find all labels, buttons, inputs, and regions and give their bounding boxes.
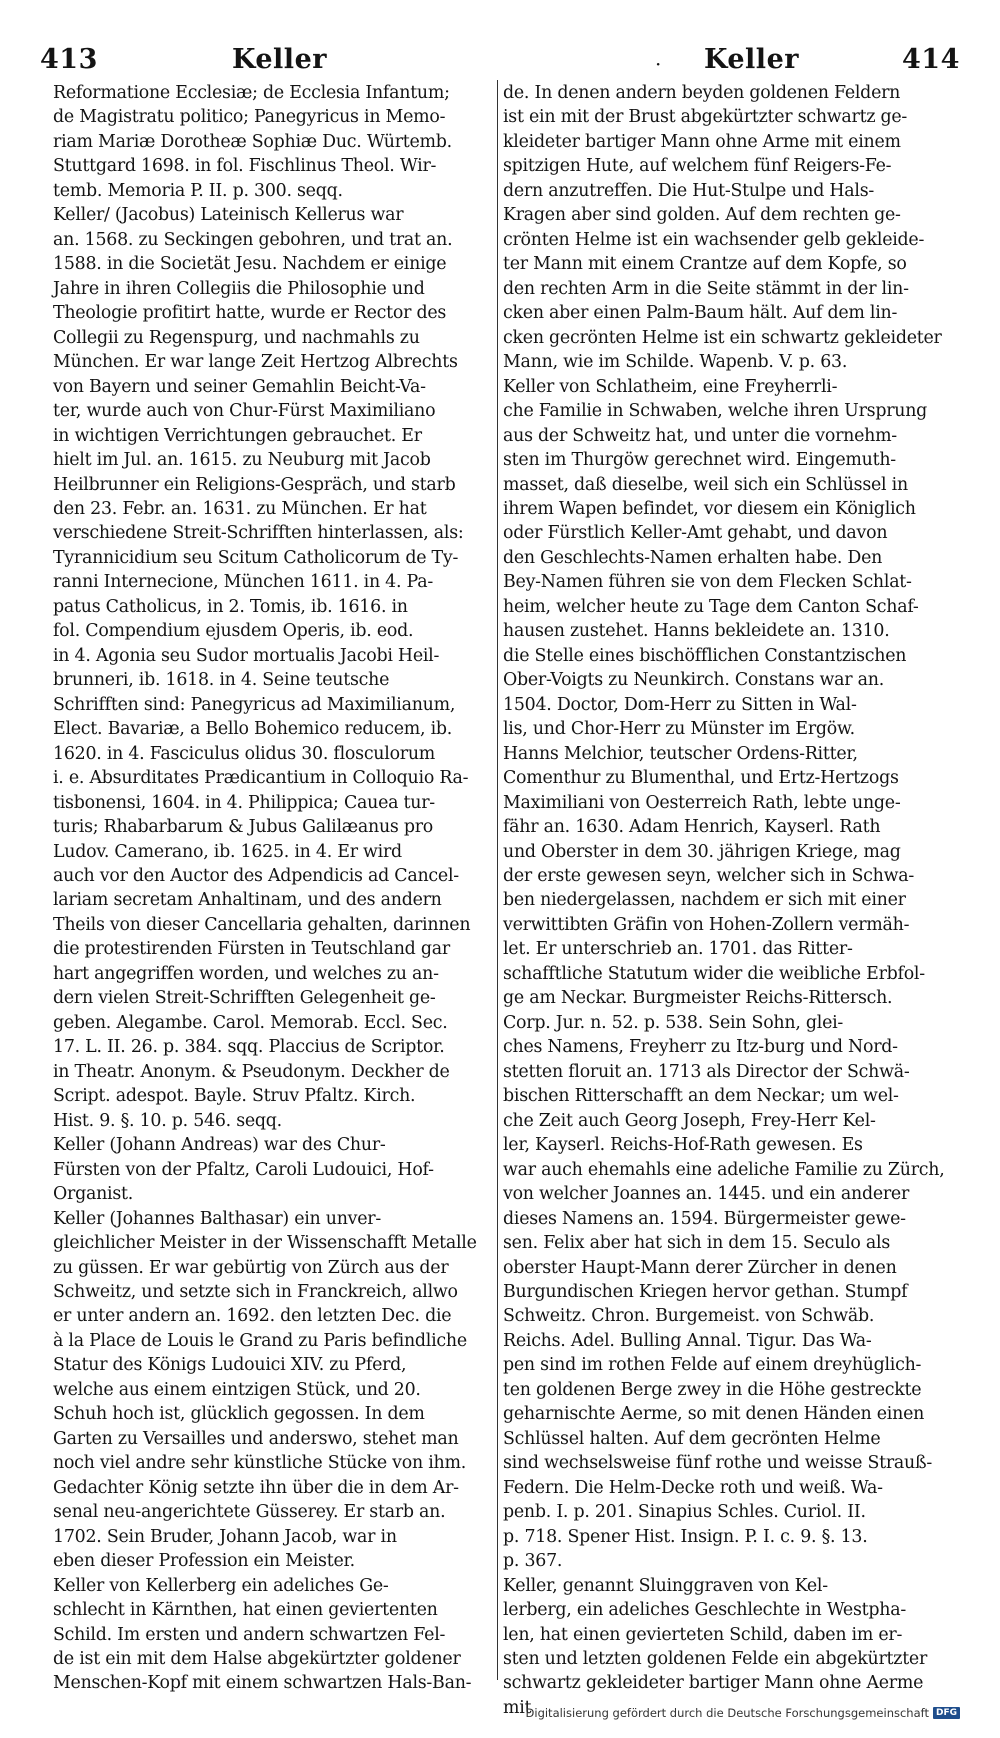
text-line: pen sind im rothen Felde auf einem dreyhüglich- bbox=[503, 1355, 922, 1376]
text-line: ge am Neckar. Burgmeister Reichs-Rittersch. bbox=[503, 988, 893, 1009]
text-line: Statur des Königs Ludouici XIV. zu Pferd, bbox=[53, 1355, 407, 1376]
text-line: den rechten Arm in die Seite stämmt in der lin- bbox=[503, 278, 909, 299]
text-line: verwittibten Gräfin von Hohen-Zollern vermäh- bbox=[503, 914, 910, 935]
text-line: noch viel andre sehr künstliche Stücke von ihm. bbox=[53, 1453, 466, 1474]
text-line: Keller von Kellerberg ein adeliches Ge- bbox=[53, 1575, 389, 1596]
text-line: sind wechselsweise fünf rothe und weisse Strauß- bbox=[503, 1453, 932, 1474]
text-line: lis, und Chor-Herr zu Münster im Ergöw. bbox=[503, 719, 855, 740]
text-line: Stuttgard 1698. in fol. Fischlinus Theol. Wir- bbox=[53, 156, 437, 177]
text-line: de Magistratu politico; Panegyricus in Memo- bbox=[53, 107, 446, 128]
text-line: fähr an. 1630. Adam Henrich, Kayserl. Rath bbox=[503, 817, 881, 838]
text-line: Federn. Die Helm-Decke roth und weiß. Wa- bbox=[503, 1477, 883, 1498]
text-line: oberster Haupt-Mann derer Zürcher in denen bbox=[503, 1257, 897, 1278]
text-line: ten goldenen Berge zwey in die Höhe gestreckte bbox=[503, 1379, 922, 1400]
text-line: p. 367. bbox=[503, 1551, 563, 1572]
text-line: der erste gewesen seyn, welcher sich in Schwa- bbox=[503, 866, 914, 886]
text-line: che Familie in Schwaben, welche ihren Ursprung bbox=[503, 401, 928, 422]
text-line: Maximiliani von Oesterreich Rath, lebte unge- bbox=[503, 792, 901, 813]
text-line: hausen zustehet. Hanns bekleidete an. 1310. bbox=[503, 621, 890, 642]
text-line: war auch ehemahls eine adeliche Familie zu Zürch, bbox=[503, 1159, 945, 1180]
text-line: Keller/ (Jacobus) Lateinisch Kellerus war bbox=[53, 205, 404, 226]
text-line: Comenthur zu Blumenthal, und Ertz-Hertzogs bbox=[503, 768, 899, 789]
text-line: schafftliche Statutum wider die weibliche Erbfol- bbox=[503, 963, 925, 984]
text-line: sten im Thurgöw gerechnet wird. Eingemuth- bbox=[503, 450, 896, 471]
text-line: Burgundischen Kriegen hervor gethan. Stumpf bbox=[503, 1281, 908, 1302]
text-line: Bey-Namen führen sie von dem Flecken Schlat- bbox=[503, 572, 912, 593]
text-line: Elect. Bavariæ, a Bello Bohemico reducem, ib. bbox=[53, 719, 453, 740]
text-line: let. Er unterschrieb an. 1701. das Ritter- bbox=[503, 939, 853, 960]
text-line: Reichs. Adel. Bulling Annal. Tigur. Das Wa- bbox=[503, 1330, 872, 1351]
text-line: lariam secretam Anhaltinam, und des andern bbox=[53, 890, 442, 911]
text-line: temb. Memoria P. II. p. 300. seqq. bbox=[53, 180, 343, 201]
text-line: Keller (Johann Andreas) war des Chur- bbox=[53, 1135, 386, 1156]
text-line: bischen Ritterschafft an dem Neckar; um wel- bbox=[503, 1086, 899, 1107]
text-line: che Zeit auch Georg Joseph, Frey-Herr Kel- bbox=[503, 1110, 876, 1131]
text-line: 1620. in 4. Fasciculus olidus 30. flosculorum bbox=[53, 743, 436, 764]
text-line: 1504. Doctor, Dom-Herr zu Sitten in Wal- bbox=[503, 694, 857, 715]
text-line: fol. Compendium ejusdem Operis, ib. eod. bbox=[53, 621, 414, 642]
left-column bbox=[53, 81, 494, 1694]
text-line: ben niedergelassen, nachdem er sich mit einer bbox=[503, 890, 906, 911]
text-line: riam Mariæ Dorotheæ Sophiæ Duc. Würtemb. bbox=[53, 131, 452, 152]
text-line: ihrem Wapen befindet, vor diesem ein Königlich bbox=[503, 498, 916, 519]
text-line: den Geschlechts-Namen erhalten habe. Den bbox=[503, 547, 883, 568]
text-line: Mann, wie im Schilde. Wapenb. V. p. 63. bbox=[503, 352, 848, 373]
text-line: mit bbox=[503, 1697, 532, 1718]
text-line: in 4. Agonia seu Sudor mortualis Jacobi Heil- bbox=[53, 645, 440, 666]
text-line: geben. Alegambe. Carol. Memorab. Eccl. Sec. bbox=[53, 1012, 448, 1033]
text-line: Kragen aber sind golden. Auf dem rechten ge- bbox=[503, 205, 901, 226]
text-line: und Oberster in dem 30. jährigen Kriege, mag bbox=[503, 841, 901, 862]
text-line: von Bayern und seiner Gemahlin Beicht-Va- bbox=[53, 376, 426, 397]
text-line: dern anzutreffen. Die Hut-Stulpe und Hals- bbox=[503, 180, 875, 201]
text-line: Schild. Im ersten und andern schwartzen Fel- bbox=[53, 1624, 446, 1645]
text-line: patus Catholicus, in 2. Tomis, ib. 1616. in bbox=[53, 596, 408, 617]
text-line: Hist. 9. §. 10. p. 546. seqq. bbox=[53, 1110, 282, 1131]
text-line: München. Er war lange Zeit Hertzog Albrechts bbox=[53, 352, 458, 373]
text-line: verschiedene Streit-Schrifften hinterlassen, als: bbox=[53, 523, 464, 544]
text-line: dern vielen Streit-Schrifften Gelegenheit ge- bbox=[53, 988, 436, 1009]
text-line: crönten Helme ist ein wachsender gelb gekleide- bbox=[503, 229, 925, 250]
text-line: p. 718. Spener Hist. Insign. P. I. c. 9. §. 13. bbox=[503, 1526, 868, 1547]
text-line: hart angegriffen worden, und welches zu an- bbox=[53, 963, 439, 984]
text-line: sten und letzten goldenen Felde ein abgekürtzter bbox=[503, 1649, 928, 1669]
text-line: 1702. Sein Bruder, Johann Jacob, war in bbox=[53, 1526, 397, 1547]
text-line: Keller, genannt Sluinggraven von Kel- bbox=[503, 1575, 828, 1596]
footer bbox=[526, 1706, 960, 1720]
text-line: hielt im Jul. an. 1615. zu Neuburg mit Jacob bbox=[53, 450, 431, 471]
text-line: Ober-Voigts zu Neunkirch. Constans war an. bbox=[503, 670, 884, 691]
text-line: 1588. in die Societät Jesu. Nachdem er einige bbox=[53, 254, 447, 275]
text-line: cken gecrönten Helme ist ein schwartz gekleideter bbox=[503, 327, 942, 348]
text-line: Corp. Jur. n. 52. p. 538. Sein Sohn, glei- bbox=[503, 1012, 844, 1033]
text-line: de ist ein mit dem Halse abgekürtzter goldener bbox=[53, 1649, 461, 1669]
text-line: gleichlicher Meister in der Wissenschafft Metalle bbox=[53, 1233, 477, 1254]
text-line: er unter andern an. 1692. den letzten Dec. die bbox=[53, 1306, 452, 1327]
text-line: Reformatione Ecclesiæ; de Ecclesia Infantum; bbox=[53, 83, 450, 103]
text-line: oder Fürstlich Keller-Amt gehabt, und davon bbox=[503, 523, 888, 544]
text-line: zu güssen. Er war gebürtig von Zürch aus der bbox=[53, 1257, 449, 1278]
text-line: Heilbrunner ein Religions-Gespräch, und starb bbox=[53, 474, 456, 495]
text-line: den 23. Febr. an. 1631. zu München. Er hat bbox=[53, 498, 427, 519]
text-line: geharnischte Aerme, so mit denen Händen einen bbox=[503, 1404, 925, 1425]
text-line: Keller von Schlatheim, eine Freyherrli- bbox=[503, 376, 838, 397]
text-line: in wichtigen Verrichtungen gebrauchet. Er bbox=[53, 425, 422, 446]
text-line: Script. adespot. Bayle. Struv Pfaltz. Kirch. bbox=[53, 1086, 416, 1107]
text-line: Gedachter König setzte ihn über die in dem Ar- bbox=[53, 1477, 459, 1498]
text-line: à la Place de Louis le Grand zu Paris befindliche bbox=[53, 1330, 467, 1351]
text-line: ranni Internecione, München 1611. in 4. Pa- bbox=[53, 572, 433, 593]
text-line: Hanns Melchior, teutscher Ordens-Ritter, bbox=[503, 743, 858, 764]
text-line: Theils von dieser Cancellaria gehalten, darinnen bbox=[53, 914, 471, 935]
text-line: Fürsten von der Pfaltz, Caroli Ludouici, Hof- bbox=[53, 1159, 434, 1180]
text-line: Schweitz, und setzte sich in Franckreich, allwo bbox=[53, 1281, 458, 1302]
text-line: Theologie profitirt hatte, wurde er Rector des bbox=[53, 303, 447, 324]
text-line: stetten floruit an. 1713 als Director der Schwä- bbox=[503, 1061, 910, 1082]
text-line: lerberg, ein adeliches Geschlechte in Westpha- bbox=[503, 1600, 906, 1621]
text-line: 17. L. II. 26. p. 384. sqq. Placcius de Scriptor. bbox=[53, 1037, 445, 1058]
text-line: Schuh hoch ist, glücklich gegossen. In dem bbox=[53, 1404, 425, 1425]
text-line: die Stelle eines bischöfflichen Constantzischen bbox=[503, 645, 907, 666]
text-line: heim, welcher heute zu Tage dem Canton Schaf- bbox=[503, 596, 919, 617]
text-line: Organist. bbox=[53, 1184, 134, 1205]
text-line: masset, daß dieselbe, weil sich ein Schlüssel in bbox=[503, 474, 908, 495]
text-line: die protestirenden Fürsten in Teutschland gar bbox=[53, 939, 450, 960]
text-line: brunneri, ib. 1618. in 4. Seine teutsche bbox=[53, 670, 390, 691]
text-line: turis; Rhabarbarum & Jubus Galilæanus pro bbox=[53, 817, 434, 838]
text-line: ler, Kayserl. Reichs-Hof-Rath gewesen. Es bbox=[503, 1135, 863, 1156]
text-line: welche aus einem eintzigen Stück, und 20. bbox=[53, 1379, 421, 1400]
text-line: Schrifften sind: Panegyricus ad Maximilianum, bbox=[53, 694, 456, 715]
text-line: ter, wurde auch von Chur-Fürst Maximiliano bbox=[53, 401, 436, 422]
text-line: Jahre in ihren Collegiis die Philosophie und bbox=[53, 278, 425, 299]
text-line: Schlüssel halten. Auf dem gecrönten Helme bbox=[503, 1428, 881, 1449]
text-line: len, hat einen gevierteten Schild, daben im er- bbox=[503, 1624, 903, 1645]
text-line: kleideter bartiger Mann ohne Arme mit einem bbox=[503, 131, 901, 152]
text-line: aus der Schweitz hat, und unter die vornehm- bbox=[503, 425, 897, 446]
text-line: dieses Namens an. 1594. Bürgermeister gewe- bbox=[503, 1208, 906, 1229]
text-line: schlecht in Kärnthen, hat einen geviertenten bbox=[53, 1600, 438, 1621]
right-running-head: Keller bbox=[704, 44, 799, 75]
text-line: Keller (Johannes Balthasar) ein unver- bbox=[53, 1208, 381, 1229]
text-line: Ludov. Camerano, ib. 1625. in 4. Er wird bbox=[53, 841, 402, 862]
text-line: ist ein mit der Brust abgekürtzter schwartz ge- bbox=[503, 107, 908, 128]
dfg-logo-icon: DFG bbox=[933, 1707, 960, 1719]
text-line: i. e. Absurditates Prædicantium in Colloquio Ra- bbox=[53, 768, 469, 789]
text-line: ter Mann mit einem Crantze auf dem Kopfe, so bbox=[503, 254, 907, 275]
text-line: Schweitz. Chron. Burgemeist. von Schwäb. bbox=[503, 1306, 875, 1327]
text-line: penb. I. p. 201. Sinapius Schles. Curiol. II. bbox=[503, 1502, 866, 1523]
text-line: cken aber einen Palm-Baum hält. Auf dem lin- bbox=[503, 303, 898, 324]
header-mark: · bbox=[655, 52, 662, 76]
text-line: sen. Felix aber hat sich in dem 15. Seculo als bbox=[503, 1233, 890, 1254]
text-line: ches Namens, Freyherr zu Itz-burg und Nord- bbox=[503, 1037, 898, 1058]
text-line: Collegii zu Regenspurg, und nachmahls zu bbox=[53, 327, 420, 348]
column-divider bbox=[497, 80, 498, 1680]
text-line: schwartz gekleideter bartiger Mann ohne Aerme bbox=[503, 1673, 924, 1694]
text-line: von welcher Joannes an. 1445. und ein anderer bbox=[503, 1184, 910, 1205]
text-line: Menschen-Kopf mit einem schwartzen Hals-Ban- bbox=[53, 1673, 472, 1694]
text-line: spitzigen Hute, auf welchem fünf Reigers-Fe- bbox=[503, 156, 892, 177]
text-line: auch vor den Auctor des Adpendicis ad Cancel- bbox=[53, 866, 459, 886]
text-line: Tyrannicidium seu Scitum Catholicorum de Ty- bbox=[53, 547, 459, 568]
left-page-number: 413 bbox=[40, 44, 98, 75]
text-line: an. 1568. zu Seckingen gebohren, und trat an. bbox=[53, 229, 453, 250]
text-line: de. In denen andern beyden goldenen Feldern bbox=[503, 83, 901, 103]
right-page-number: 414 bbox=[902, 44, 960, 75]
text-line: in Theatr. Anonym. & Pseudonym. Deckher de bbox=[53, 1061, 450, 1082]
text-line: senal neu-angerichtete Güsserey. Er starb an. bbox=[53, 1502, 446, 1523]
text-line: tisbonensi, 1604. in 4. Philippica; Cauea tur- bbox=[53, 792, 435, 813]
text-line: Garten zu Versailles und anderswo, stehet man bbox=[53, 1428, 459, 1449]
footer-credit: Digitalisierung gefördert durch die Deutsche Forschungsgemeinschaft bbox=[525, 1706, 929, 1720]
text-line: eben dieser Profession ein Meister. bbox=[53, 1551, 355, 1572]
left-running-head: Keller bbox=[232, 44, 327, 75]
